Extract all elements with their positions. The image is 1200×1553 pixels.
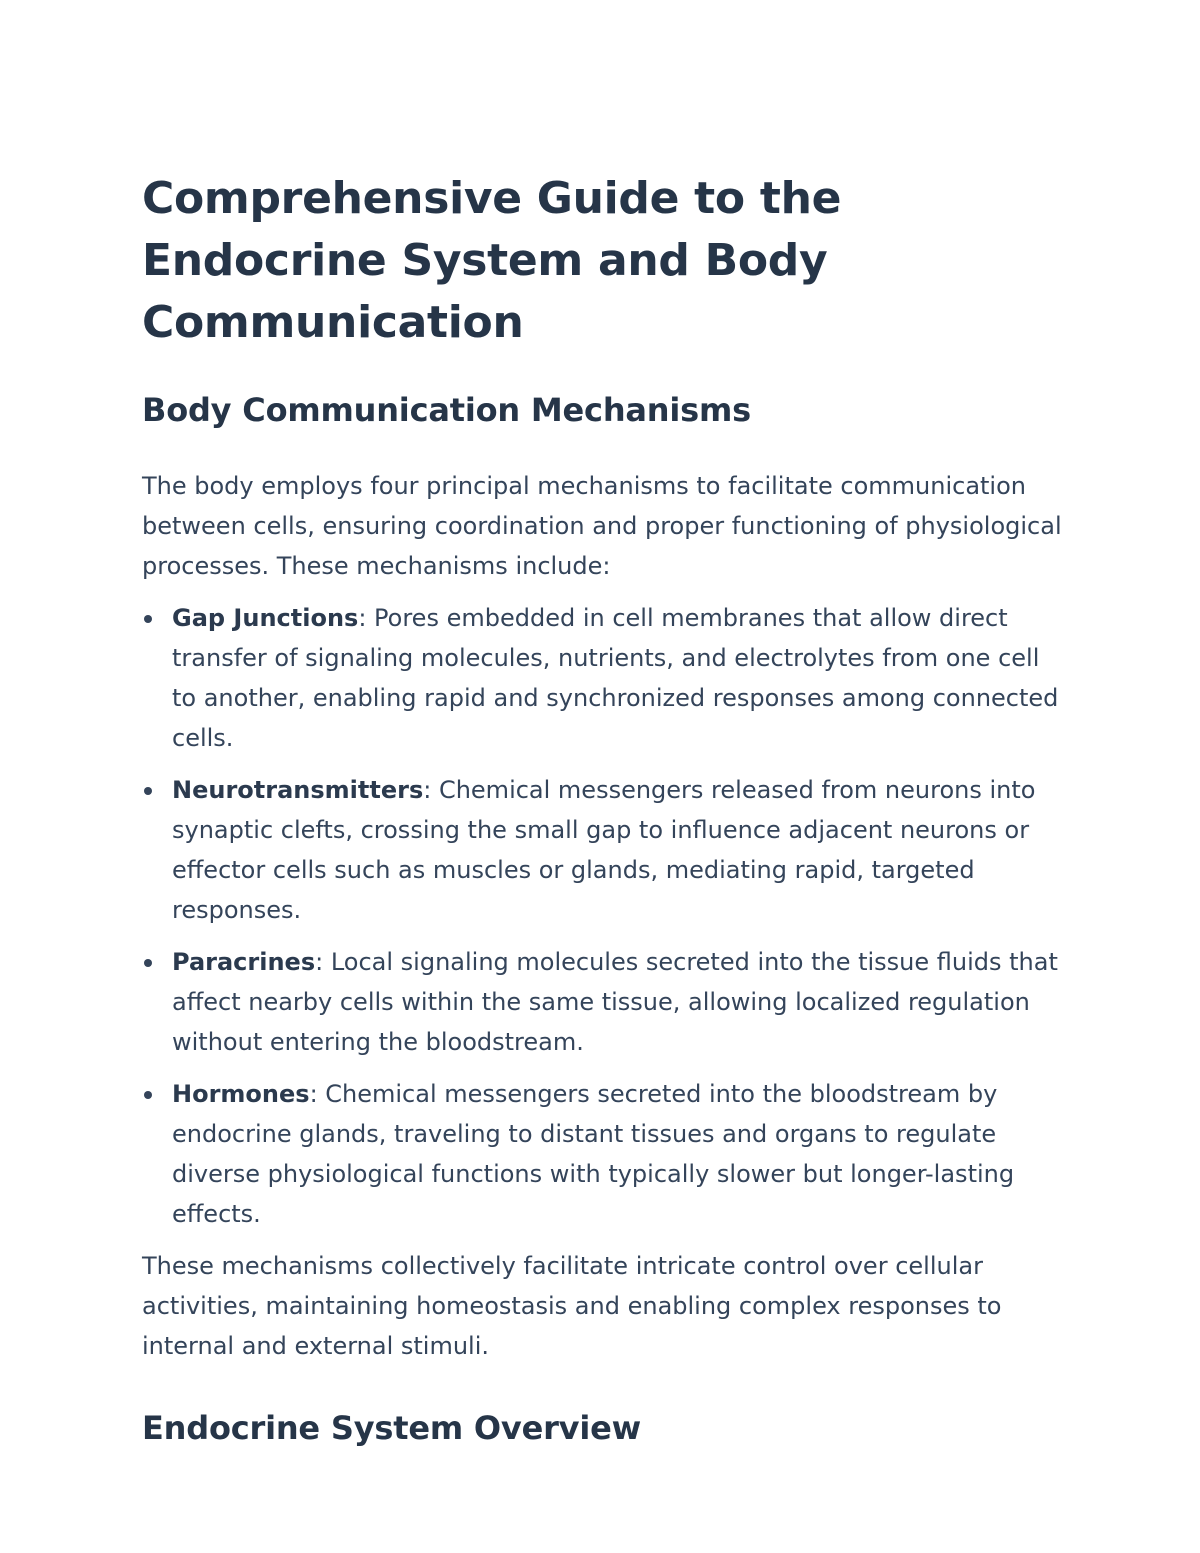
- mechanisms-list: [142, 598, 1062, 1234]
- section-outro-paragraph: These mechanisms collectively facilitate intricate control over cellular activities, maintaining homeostasis and enabling complex responses to internal and external stimuli.: [142, 1252, 1002, 1360]
- section-intro-paragraph: The body employs four principal mechanisms to facilitate communication between cells, ensuring coordination and proper functioning of physiological processes. These mechanisms include:: [142, 472, 1062, 580]
- list-item-term: Neurotransmitters: [172, 776, 424, 804]
- list-item-text: : Chemical messengers secreted into the bloodstream by endocrine glands, traveling to distant tissues and organs to regulate diverse physiological functions with typically slower but longer-lasting effects.: [172, 1080, 1015, 1228]
- bullet-icon: [144, 615, 152, 623]
- section-heading-body-communication: Body Communication Mechanisms: [142, 391, 751, 429]
- list-item-term: Hormones: [172, 1080, 310, 1108]
- list-item-text: : Local signaling molecules secreted into the tissue fluids that affect nearby cells within the same tissue, allowing localized regulation without entering the bloodstream.: [172, 948, 1058, 1056]
- bullet-icon: [144, 959, 152, 967]
- bullet-icon: [144, 787, 152, 795]
- list-item-text: : Pores embedded in cell membranes that allow direct transfer of signaling molecules, nutrients, and electrolytes from one cell to another, enabling rapid and synchronized responses among connected cells.: [172, 604, 1059, 752]
- section-heading-endocrine-overview: Endocrine System Overview: [142, 1409, 641, 1447]
- list-item-text: : Chemical messengers released from neurons into synaptic clefts, crossing the small gap to influence adjacent neurons or effector cells such as muscles or glands, mediating rapid, targeted responses.: [172, 776, 1036, 924]
- document-title: Comprehensive Guide to the Endocrine System and Body Communication: [142, 173, 842, 348]
- list-item-paracrines: [142, 942, 1062, 1062]
- list-item-hormones: [142, 1074, 1062, 1234]
- document-page: [142, 168, 1062, 1450]
- list-item-gap-junctions: [142, 598, 1062, 758]
- bullet-icon: [144, 1091, 152, 1099]
- list-item-term: Paracrines: [172, 948, 316, 976]
- list-item-term: Gap Junctions: [172, 604, 359, 632]
- list-item-neurotransmitters: [142, 770, 1062, 930]
